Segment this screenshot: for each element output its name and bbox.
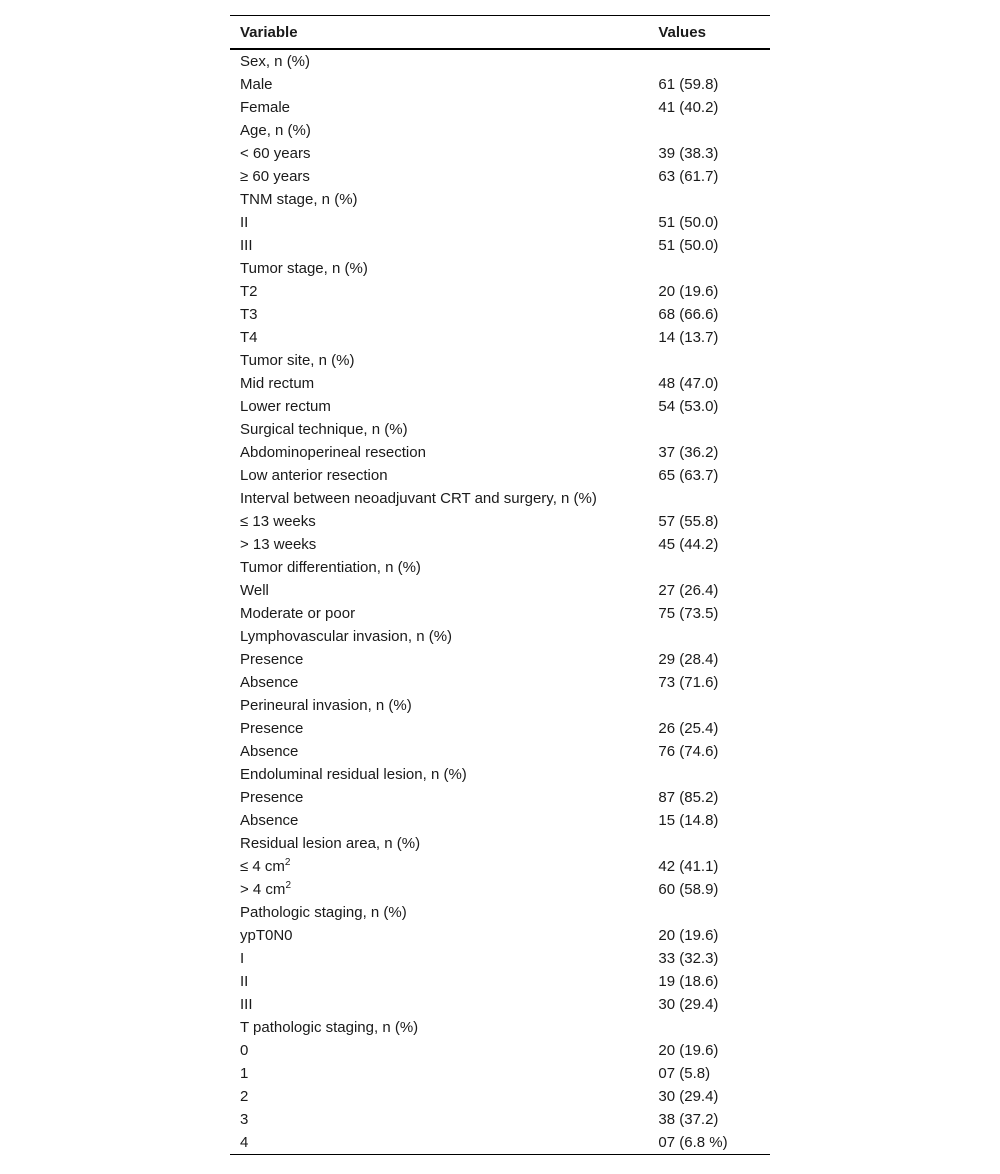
- row-variable-cell: [230, 717, 648, 740]
- table-row: [230, 349, 770, 372]
- row-variable-label: Mid rectum: [240, 375, 315, 392]
- row-variable-cell: [230, 1062, 648, 1085]
- row-variable-label: Interval between neoadjuvant CRT and surgery, n (%): [240, 490, 597, 507]
- row-value-cell: [648, 694, 770, 717]
- row-value-cell: [648, 1016, 770, 1039]
- table-row: [230, 1108, 770, 1131]
- row-variable-label: ≤ 4 cm: [240, 858, 285, 875]
- table-row: [230, 441, 770, 464]
- table-row: [230, 510, 770, 533]
- table-row: [230, 211, 770, 234]
- row-value-cell: [648, 763, 770, 786]
- row-variable-cell: [230, 211, 648, 234]
- table-row: [230, 464, 770, 487]
- row-variable-cell: [230, 257, 648, 280]
- row-variable-label: > 4 cm: [240, 881, 286, 898]
- row-variable-cell: [230, 1085, 648, 1108]
- row-variable-cell: [230, 947, 648, 970]
- row-variable-label: Residual lesion area, n (%): [240, 835, 421, 852]
- row-variable-label: Well: [240, 582, 269, 599]
- table-row: [230, 73, 770, 96]
- table-row: [230, 395, 770, 418]
- row-variable-cell: [230, 395, 648, 418]
- row-value-cell: 68 (66.6): [658, 306, 719, 323]
- table-row: [230, 418, 770, 441]
- table-row: [230, 786, 770, 809]
- row-variable-label: Absence: [240, 812, 299, 829]
- clinical-characteristics-table-container: [230, 15, 770, 1155]
- row-value-cell: 63 (61.7): [658, 168, 719, 185]
- table-row: [230, 188, 770, 211]
- row-variable-cell: [230, 533, 648, 556]
- row-variable-cell: [230, 372, 648, 395]
- row-value-cell: 07 (5.8): [658, 1065, 711, 1082]
- row-value-cell: [648, 257, 770, 280]
- row-variable-cell: [230, 924, 648, 947]
- row-variable-cell: [230, 855, 648, 878]
- table-row: [230, 257, 770, 280]
- table-row: [230, 165, 770, 188]
- row-value-cell: 48 (47.0): [658, 375, 719, 392]
- row-variable-label: T2: [240, 283, 258, 300]
- row-value-cell: 19 (18.6): [658, 973, 719, 990]
- table-row: [230, 832, 770, 855]
- row-value-cell: 73 (71.6): [658, 674, 719, 691]
- row-variable-label: Presence: [240, 789, 304, 806]
- row-value-cell: 20 (19.6): [658, 283, 719, 300]
- row-variable-label: Tumor differentiation, n (%): [240, 559, 421, 576]
- row-variable-cell: [230, 993, 648, 1016]
- table-row: [230, 1085, 770, 1108]
- row-variable-label: Absence: [240, 674, 299, 691]
- row-value-cell: 07 (6.8 %): [648, 1131, 770, 1155]
- row-value-cell: 41 (40.2): [658, 99, 719, 116]
- row-variable-cell: [230, 510, 648, 533]
- row-value-cell: [648, 901, 770, 924]
- row-variable-label: > 13 weeks: [240, 536, 317, 553]
- row-value-cell: 45 (44.2): [658, 536, 719, 553]
- row-variable-label: Tumor stage, n (%): [240, 260, 368, 277]
- row-variable-cell: [230, 648, 648, 671]
- row-value-cell: 39 (38.3): [658, 145, 719, 162]
- row-variable-label: Moderate or poor: [240, 605, 356, 622]
- row-variable-label: II: [240, 973, 249, 990]
- row-value-cell: 37 (36.2): [658, 444, 719, 461]
- row-value-cell: 60 (58.9): [658, 881, 719, 898]
- table-row: [230, 602, 770, 625]
- row-value-cell: 20 (19.6): [658, 927, 719, 944]
- row-variable-label: 3: [240, 1111, 249, 1128]
- row-value-cell: 75 (73.5): [658, 605, 719, 622]
- row-variable-label: ≥ 60 years: [240, 168, 310, 185]
- row-value-cell: [648, 349, 770, 372]
- table-row: [230, 993, 770, 1016]
- row-variable-label: 1: [240, 1065, 249, 1082]
- row-variable-cell: [230, 763, 648, 786]
- row-variable-cell: [230, 1131, 648, 1155]
- table-row: [230, 280, 770, 303]
- row-variable-label: ≤ 13 weeks: [240, 513, 316, 530]
- row-variable-label: Lower rectum: [240, 398, 331, 415]
- row-variable-cell: [230, 280, 648, 303]
- row-value-cell: 27 (26.4): [658, 582, 719, 599]
- row-variable-label: II: [240, 214, 249, 231]
- row-variable-cell: [230, 119, 648, 142]
- row-value-cell: 38 (37.2): [658, 1111, 719, 1128]
- row-variable-label: T4: [240, 329, 258, 346]
- table-row: [230, 1016, 770, 1039]
- row-value-cell: 65 (63.7): [658, 467, 719, 484]
- row-value-cell: 14 (13.7): [658, 329, 719, 346]
- row-value-cell: 29 (28.4): [658, 651, 719, 668]
- row-value-cell: 61 (59.8): [658, 76, 719, 93]
- table-row: [230, 970, 770, 993]
- row-value-cell: 87 (85.2): [658, 789, 719, 806]
- row-value-cell: 51 (50.0): [658, 214, 719, 231]
- row-variable-label: Lymphovascular invasion, n (%): [240, 628, 453, 645]
- row-variable-cell: [230, 1108, 648, 1131]
- row-variable-cell: [230, 96, 648, 119]
- row-variable-label: Abdominoperineal resection: [240, 444, 426, 461]
- table-row: [230, 487, 770, 510]
- row-variable-cell: [230, 832, 648, 855]
- row-variable-cell: [230, 418, 648, 441]
- table-row: [230, 1039, 770, 1062]
- row-variable-label: Male: [240, 76, 273, 93]
- table-row: [230, 234, 770, 257]
- row-variable-cell: [230, 556, 648, 579]
- row-variable-cell: [230, 671, 648, 694]
- row-variable-label: Pathologic staging, n (%): [240, 904, 407, 921]
- row-variable-label: Age, n (%): [240, 122, 311, 139]
- table-row: [230, 142, 770, 165]
- row-value-cell: [648, 49, 770, 73]
- table-row: [230, 924, 770, 947]
- table-row: [230, 809, 770, 832]
- row-variable-cell: [230, 165, 648, 188]
- row-value-cell: 42 (41.1): [658, 858, 719, 875]
- row-variable-label: 4: [240, 1134, 249, 1151]
- row-value-cell: 30 (29.4): [658, 996, 719, 1013]
- table-row: [230, 303, 770, 326]
- row-variable-cell: [230, 786, 648, 809]
- row-variable-cell: [230, 303, 648, 326]
- table-row: [230, 1062, 770, 1085]
- row-variable-superscript: 2: [285, 880, 291, 891]
- row-variable-cell: [230, 970, 648, 993]
- row-variable-cell: [230, 464, 648, 487]
- table-row: [230, 96, 770, 119]
- table-row: [230, 1131, 770, 1155]
- row-variable-cell: [230, 349, 648, 372]
- row-variable-label: I: [240, 950, 245, 967]
- table-row: [230, 878, 770, 901]
- row-variable-label: < 60 years: [240, 145, 311, 162]
- row-variable-label: T pathologic staging, n (%): [240, 1019, 419, 1036]
- clinical-characteristics-table: [230, 15, 770, 1155]
- row-variable-cell: [230, 1039, 648, 1062]
- row-variable-cell: [230, 878, 648, 901]
- table-row: [230, 648, 770, 671]
- row-variable-label: Absence: [240, 743, 299, 760]
- table-row: [230, 855, 770, 878]
- row-variable-label: Presence: [240, 651, 304, 668]
- row-variable-cell: [230, 73, 648, 96]
- row-variable-label: Sex, n (%): [240, 53, 311, 70]
- row-variable-cell: [230, 625, 648, 648]
- row-value-cell: 15 (14.8): [658, 812, 719, 829]
- table-row: [230, 326, 770, 349]
- table-row: [230, 579, 770, 602]
- row-value-cell: [648, 418, 770, 441]
- table-row: [230, 556, 770, 579]
- row-value-cell: [648, 119, 770, 142]
- row-value-cell: 57 (55.8): [658, 513, 719, 530]
- row-variable-cell: [230, 188, 648, 211]
- table-row: [230, 901, 770, 924]
- row-variable-cell: [230, 49, 648, 73]
- row-variable-label: TNM stage, n (%): [240, 191, 358, 208]
- row-variable-label: 0: [240, 1042, 249, 1059]
- table-row: [230, 740, 770, 763]
- row-variable-label: III: [240, 237, 253, 254]
- row-value-cell: [648, 487, 770, 510]
- table-row: [230, 763, 770, 786]
- row-variable-label: ypT0N0: [240, 927, 293, 944]
- row-variable-cell: [230, 809, 648, 832]
- table-row: [230, 625, 770, 648]
- row-value-cell: [648, 832, 770, 855]
- row-value-cell: 33 (32.3): [658, 950, 719, 967]
- row-variable-label: T3: [240, 306, 258, 323]
- row-variable-cell: [230, 579, 648, 602]
- row-value-cell: [648, 625, 770, 648]
- table-header-row: [230, 16, 770, 50]
- row-value-cell: 76 (74.6): [658, 743, 719, 760]
- row-variable-cell: [230, 694, 648, 717]
- row-variable-label: Perineural invasion, n (%): [240, 697, 412, 714]
- row-variable-cell: [230, 142, 648, 165]
- header-values: Values: [648, 16, 770, 50]
- row-variable-cell: [230, 901, 648, 924]
- row-variable-cell: [230, 441, 648, 464]
- row-value-cell: 51 (50.0): [658, 237, 719, 254]
- header-variable: Variable: [230, 16, 648, 50]
- row-value-cell: 20 (19.6): [658, 1042, 719, 1059]
- row-variable-label: 2: [240, 1088, 249, 1105]
- row-variable-label: Presence: [240, 720, 304, 737]
- table-row: [230, 372, 770, 395]
- row-variable-label: Surgical technique, n (%): [240, 421, 408, 438]
- row-value-cell: [648, 188, 770, 211]
- row-variable-label: Tumor site, n (%): [240, 352, 355, 369]
- row-variable-cell: [230, 1016, 648, 1039]
- row-value-cell: 30 (29.4): [658, 1088, 719, 1105]
- row-variable-cell: [230, 602, 648, 625]
- row-variable-cell: [230, 234, 648, 257]
- row-value-cell: 54 (53.0): [658, 398, 719, 415]
- row-variable-label: Female: [240, 99, 291, 116]
- table-row: [230, 671, 770, 694]
- table-row: [230, 717, 770, 740]
- row-variable-cell: [230, 326, 648, 349]
- row-value-cell: 26 (25.4): [658, 720, 719, 737]
- row-variable-cell: [230, 740, 648, 763]
- table-row: [230, 119, 770, 142]
- row-variable-label: Endoluminal residual lesion, n (%): [240, 766, 467, 783]
- table-row: [230, 533, 770, 556]
- table-body: [230, 49, 770, 1155]
- row-variable-cell: [230, 487, 648, 510]
- row-variable-label: Low anterior resection: [240, 467, 388, 484]
- row-variable-superscript: 2: [284, 857, 291, 868]
- row-value-cell: [648, 556, 770, 579]
- table-row: [230, 694, 770, 717]
- table-row: [230, 947, 770, 970]
- row-variable-label: III: [240, 996, 253, 1013]
- table-row: [230, 49, 770, 73]
